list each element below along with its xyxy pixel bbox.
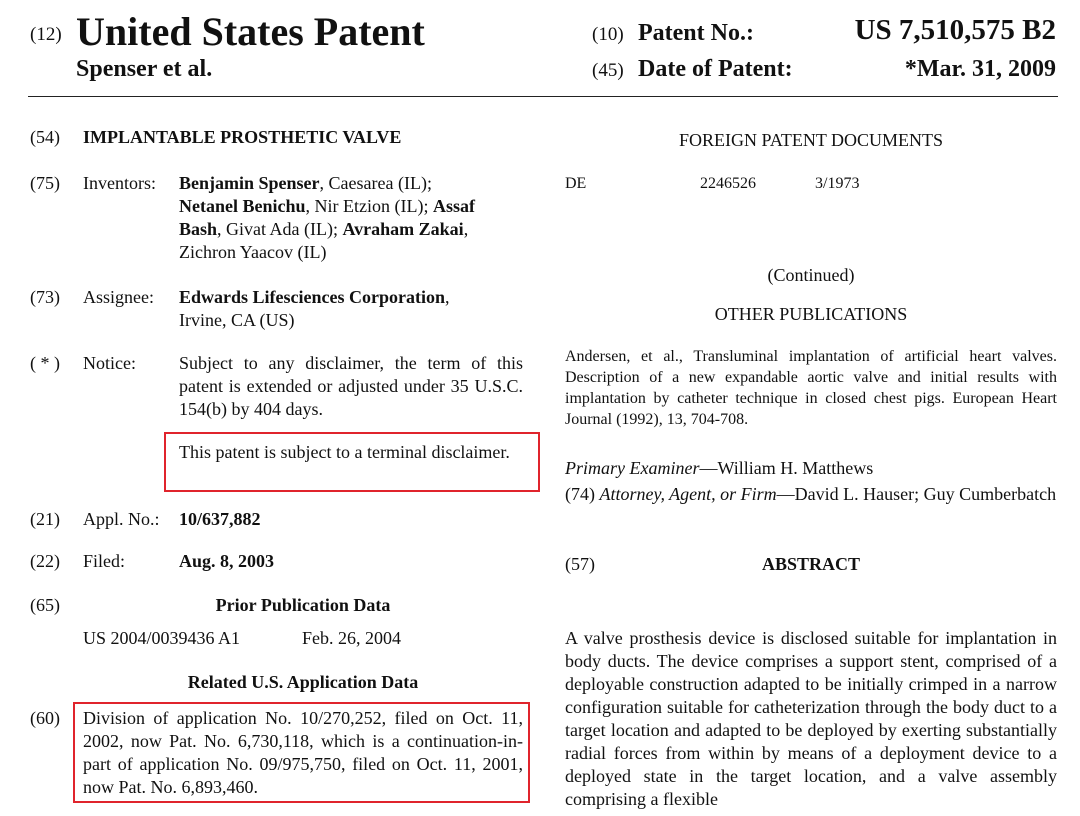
foreign-date: 3/1973 <box>815 175 860 192</box>
code-12: (12) <box>30 24 62 45</box>
filed-date: Aug. 8, 2003 <box>179 551 275 571</box>
inventor-location: , Nir Etzion (IL); <box>305 196 429 216</box>
publication-citation: Andersen, et al., Transluminal implantation of artificial heart valves. Description of a new expandable aortic valve and initial results with implantation by catheter technique in closed chest pigs. European Heart Journal (1992), 13, 704-708. <box>565 348 1057 428</box>
field-22-code: (22) <box>30 551 60 571</box>
assignee <box>179 286 449 332</box>
continued-note: (Continued) <box>767 265 855 285</box>
field-54-code: (54) <box>30 127 60 147</box>
notice-code: ( * ) <box>30 353 60 373</box>
prior-pub-number: US 2004/0039436 A1 <box>83 628 241 648</box>
inventor-location: , Caesarea (IL); <box>319 173 432 193</box>
invention-title: IMPLANTABLE PROSTHETIC VALVE <box>83 127 402 147</box>
abstract-text: A valve prosthesis device is disclosed suitable for implantation in body ducts. The device comprises a support stent, comprised of a deployable construction adapted to be initially crimped in a narrow configuration suitable for catheterization through the body duct to a target location and adapted to be deployed by exerting substantially radial forces from within by means of a deployment device to a deployed state in the target location, and a valve assembly comprising a flexible <box>565 628 1057 809</box>
patent-number: US 7,510,575 B2 <box>854 14 1056 46</box>
field-60-code: (60) <box>30 708 60 728</box>
assignee-name-tail: , <box>444 287 450 307</box>
foreign-number: 2246526 <box>700 175 756 192</box>
header-divider <box>28 96 1058 97</box>
related-data-title: Related U.S. Application Data <box>187 672 419 692</box>
field-21-code: (21) <box>30 509 60 529</box>
field-65-code: (65) <box>30 595 60 615</box>
appl-no: 10/637,882 <box>179 509 261 529</box>
prior-pub-date: Feb. 26, 2004 <box>302 628 401 648</box>
inventors-label: Inventors: <box>83 173 156 193</box>
foreign-docs-title: FOREIGN PATENT DOCUMENTS <box>678 130 944 150</box>
inventor-name: Assaf <box>432 196 475 216</box>
code-10: (10) <box>592 24 624 45</box>
inventor-location: , <box>463 219 469 239</box>
related-app-text: Division of application No. 10/270,252, filed on Oct. 11, 2002, now Pat. No. 6,730,118, which is a continuation-in-part of application No. 09/975,750, filed on Oct. 11, 2001, now Pat. No. 6,893,460. <box>83 708 523 797</box>
patent-no-label: Patent No.: <box>638 20 754 46</box>
terminal-disclaimer: This patent is subject to a terminal disclaimer. <box>179 442 510 462</box>
assignee-location: Irvine, CA (US) <box>179 310 295 330</box>
assignee-label: Assignee: <box>83 287 154 307</box>
field-73-code: (73) <box>30 287 60 307</box>
abstract-title: ABSTRACT <box>761 554 861 574</box>
primary-examiner <box>565 457 873 480</box>
inventor-location: , Givat Ada (IL); <box>217 219 338 239</box>
patent-title: United States Patent <box>76 9 425 54</box>
assignee-name: Edwards Lifesciences Corporation <box>179 287 445 307</box>
date-label: Date of Patent: <box>638 56 793 82</box>
filed-label: Filed: <box>83 551 126 571</box>
field-75-code: (75) <box>30 173 60 193</box>
inventor-name: Bash <box>179 219 218 239</box>
inventor-name: Avraham Zakai <box>342 219 464 239</box>
inventor-name: Netanel Benichu <box>179 196 306 216</box>
patent-date: *Mar. 31, 2009 <box>904 56 1056 82</box>
notice-text: Subject to any disclaimer, the term of this patent is extended or adjusted under 35 U.S.C. 154(b) by 404 days. <box>179 353 523 419</box>
attorney-line <box>565 483 1057 506</box>
code-45: (45) <box>592 60 624 81</box>
inventors-list <box>179 172 475 264</box>
primary-examiner-name: —William H. Matthews <box>699 458 874 478</box>
other-pubs-title: OTHER PUBLICATIONS <box>714 304 908 324</box>
inventor-location: Zichron Yaacov (IL) <box>179 242 327 262</box>
attorney-names: —David L. Hauser; Guy Cumberbatch <box>776 484 1057 504</box>
appl-no-label: Appl. No.: <box>83 509 160 529</box>
notice-label: Notice: <box>83 353 136 373</box>
prior-pub-title: Prior Publication Data <box>215 595 391 615</box>
abstract-code: (57) <box>565 554 595 574</box>
patent-authors: Spenser et al. <box>76 56 213 82</box>
primary-examiner-label: Primary Examiner <box>565 458 700 478</box>
inventor-name: Benjamin Spenser <box>179 173 320 193</box>
foreign-country: DE <box>565 175 587 192</box>
attorney-label: Attorney, Agent, or Firm <box>599 484 777 504</box>
attorney-code: (74) <box>565 484 595 504</box>
